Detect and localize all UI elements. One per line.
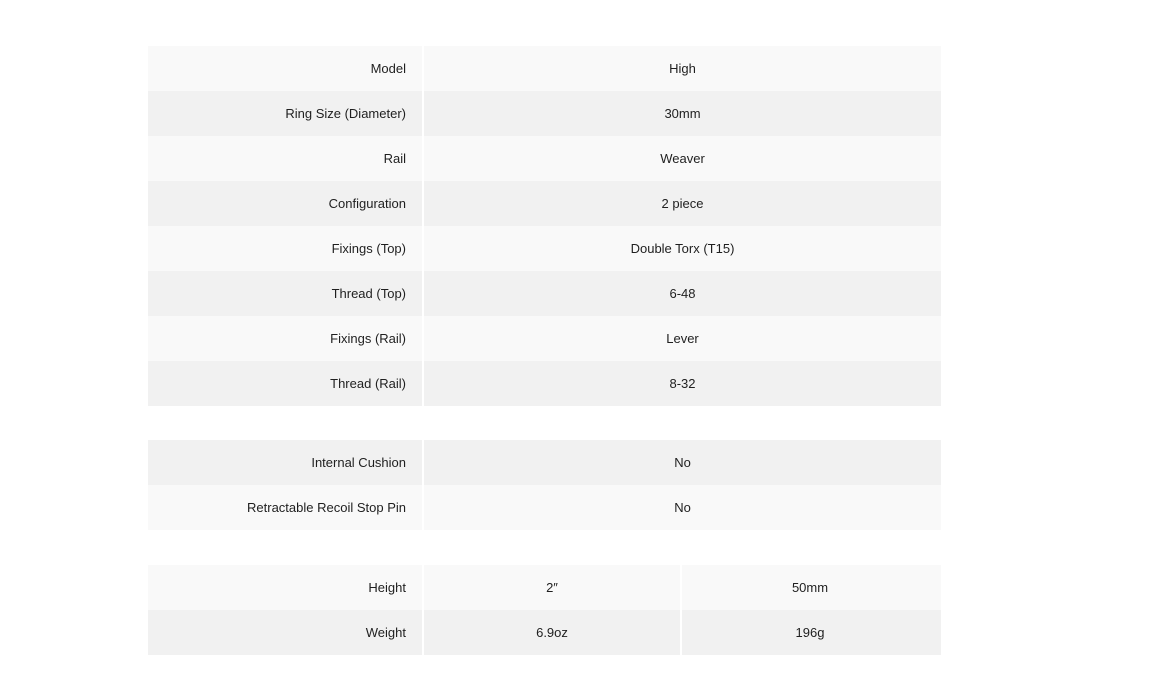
- spec-value: Weaver: [660, 151, 705, 166]
- spec-row-configuration: [148, 181, 941, 226]
- spec-value: High: [669, 61, 696, 76]
- spec-label: Retractable Recoil Stop Pin: [148, 485, 424, 530]
- spec-row-fixings-top: [148, 226, 941, 271]
- dimensions-specs-table: [148, 565, 941, 655]
- spec-row-model: [148, 46, 941, 91]
- spec-row-rail: [148, 136, 941, 181]
- spec-value: Double Torx (T15): [630, 241, 735, 256]
- spec-label: Thread (Top): [148, 271, 424, 316]
- spec-row-weight: [148, 610, 941, 655]
- spec-label: Height: [148, 565, 424, 610]
- spec-row-recoil-stop-pin: [148, 485, 941, 530]
- spec-row-height: [148, 565, 941, 610]
- spec-row-thread-rail: [148, 361, 941, 406]
- spec-label: Weight: [148, 610, 424, 655]
- spec-value: Lever: [666, 331, 699, 346]
- spec-value-imperial: 6.9oz: [536, 625, 568, 640]
- spec-label: Configuration: [148, 181, 424, 226]
- spec-value-metric: 50mm: [680, 565, 938, 610]
- spec-label: Internal Cushion: [148, 440, 424, 485]
- features-specs-table: [148, 440, 941, 530]
- spec-value: 2 piece: [661, 196, 704, 211]
- spec-row-ring-size: [148, 91, 941, 136]
- spec-value-metric: 196g: [680, 610, 938, 655]
- general-specs-table: [148, 46, 941, 406]
- spec-row-internal-cushion: [148, 440, 941, 485]
- spec-value: 30mm: [664, 106, 701, 121]
- spec-label: Ring Size (Diameter): [148, 91, 424, 136]
- spec-row-thread-top: [148, 271, 941, 316]
- spec-label: Rail: [148, 136, 424, 181]
- spec-value: 8-32: [669, 376, 696, 391]
- spec-value: No: [674, 455, 691, 470]
- spec-row-fixings-rail: [148, 316, 941, 361]
- spec-value: 6-48: [669, 286, 696, 301]
- spec-label: Fixings (Top): [148, 226, 424, 271]
- spec-label: Fixings (Rail): [148, 316, 424, 361]
- spec-value: No: [674, 500, 691, 515]
- spec-value-imperial: 2″: [546, 580, 558, 595]
- spec-label: Model: [148, 46, 424, 91]
- spec-label: Thread (Rail): [148, 361, 424, 406]
